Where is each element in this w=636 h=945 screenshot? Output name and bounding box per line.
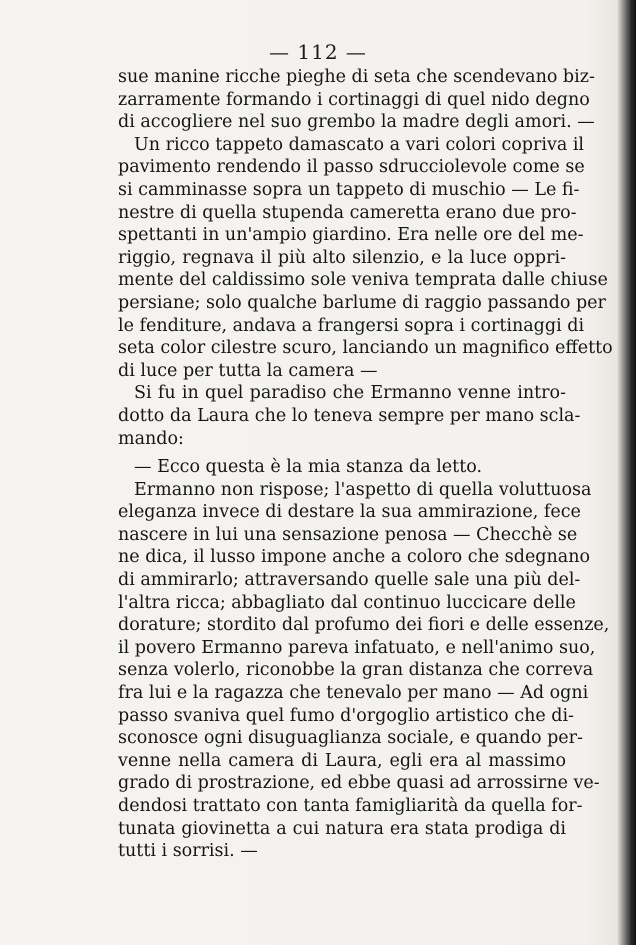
text-line: ne dica, il lusso impone anche a coloro che sdegnano — [118, 547, 591, 568]
page-number: — 112 — — [269, 40, 367, 64]
body-text — [118, 66, 613, 863]
text-line: dorature; stordito dal profumo dei fiori e delle essenze, — [118, 615, 610, 636]
text-line: — Ecco questa è la mia stanza da letto. — [134, 457, 483, 478]
text-line: le fenditure, andava a frangersi sopra i cortinaggi di — [118, 315, 585, 336]
text-line: senza volerlo, riconobbe la gran distanza che correva — [118, 660, 594, 681]
text-line: seta color cilestre scuro, lanciando un magnifico effetto — [118, 338, 613, 359]
text-line: eleganza invece di destare la sua ammirazione, fece — [118, 502, 581, 523]
text-line: dotto da Laura che lo teneva sempre per mano scla- — [118, 405, 581, 426]
text-line: sconosce ogni disuguaglianza sociale, e quando per- — [118, 728, 583, 749]
text-line: il povero Ermanno pareva infatuato, e nell'animo suo, — [118, 637, 596, 658]
text-line: sue manine ricche pieghe di seta che scendevano biz- — [118, 67, 595, 87]
text-line: passo svaniva quel fumo d'orgoglio artistico che di- — [118, 705, 574, 726]
text-line: Ermanno non rispose; l'aspetto di quella voluttuosa — [134, 479, 592, 500]
text-line: nascere in lui una sensazione penosa — Checchè se — [118, 524, 578, 545]
text-line: di accogliere nel suo grembo la madre degli amori. — — [118, 112, 595, 133]
text-line: pavimento rendendo il passo sdrucciolevole come se — [118, 157, 585, 178]
text-line: zarramente formando i cortinaggi di quel nido degno — [118, 89, 590, 110]
text-line: Si fu in quel paradiso che Ermanno venne intro- — [134, 383, 566, 404]
text-line: tunata giovinetta a cui natura era stata prodiga di — [118, 818, 566, 839]
text-line: riggio, regnava il più alto silenzio, e la luce oppri- — [118, 247, 566, 268]
text-line: nestre di quella stupenda cameretta erano due pro- — [118, 202, 577, 223]
text-line: di luce per tutta la camera — — [118, 360, 378, 381]
text-line: l'altra ricca; abbagliato dal continuo luccicare delle — [118, 592, 576, 613]
text-line: fra lui e la ragazza che tenevalo per mano — Ad ogni — [118, 683, 589, 704]
text-line: spettanti in un'ampio giardino. Era nelle ore del me- — [118, 225, 584, 246]
text-line: venne nella camera di Laura, egli era al massimo — [118, 750, 566, 771]
text-line: di ammirarlo; attraversando quelle sale una più del- — [118, 570, 581, 591]
text-line: tutti i sorrisi. — — [118, 841, 258, 862]
text-line: dendosi trattato con tanta famigliarità da quella for- — [118, 796, 583, 816]
text-line: Un ricco tappeto damascato a vari colori copriva il — [134, 134, 585, 155]
text-line: mente del caldissimo sole veniva temprata dalle chiuse — [118, 270, 608, 291]
text-line: si camminasse sopra un tappeto di muschio — Le fi- — [118, 179, 580, 200]
page-edge-shadow — [628, 0, 630, 945]
text-line: persiane; solo qualche barlume di raggio passando per — [118, 292, 606, 313]
text-line: mando: — [118, 428, 184, 449]
text-line: grado di prostrazione, ed ebbe quasi ad arrossirne ve- — [118, 773, 600, 794]
